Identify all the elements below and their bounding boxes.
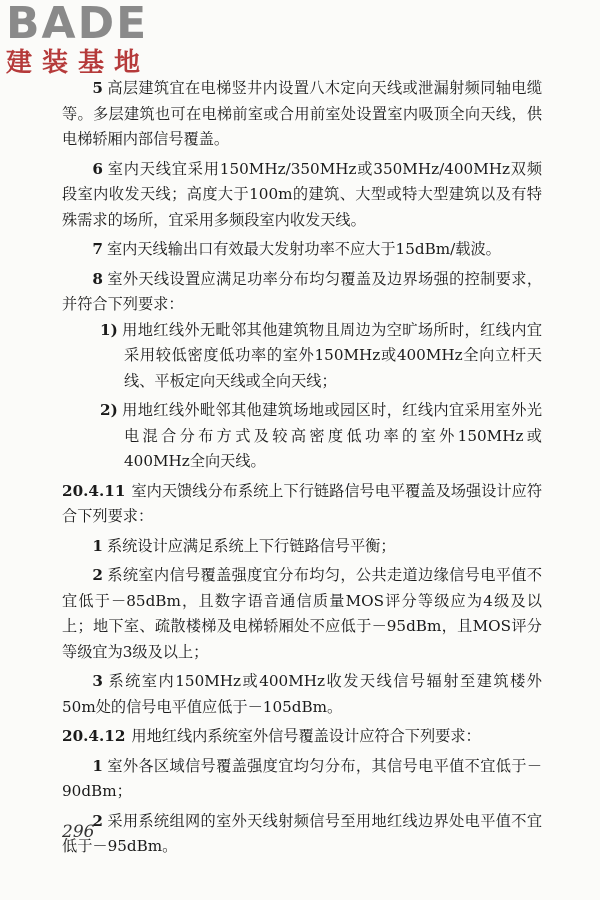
clause-number: 2 xyxy=(92,566,103,584)
section-text: 用地红线内系统室外信号覆盖设计应符合下列要求： xyxy=(131,727,481,745)
section-12-clause-1 xyxy=(62,754,542,805)
clause-7 xyxy=(62,237,542,263)
clause-number: 1 xyxy=(92,536,103,555)
section-20-4-12 xyxy=(62,724,542,750)
clause-5 xyxy=(62,76,542,153)
page-body xyxy=(62,76,542,860)
clause-text: 高层建筑宜在电梯竖井内设置八木定向天线或泄漏射频同轴电缆等。多层建筑也可在电梯前室或合用前室处设置室内吸顶全向天线，供电梯轿厢内部信号覆盖。 xyxy=(62,79,542,148)
site-logo xyxy=(6,2,196,78)
section-number: 20.4.11 xyxy=(62,481,126,500)
clause-8 xyxy=(62,267,542,318)
section-20-4-11 xyxy=(62,479,542,530)
section-12-clause-2 xyxy=(62,809,542,860)
clause-text: 室内天线输出口有效最大发射功率不应大于15dBm/载波。 xyxy=(106,240,501,258)
section-text: 室内天馈线分布系统上下行链路信号电平覆盖及场强设计应符合下列要求： xyxy=(62,481,542,525)
clause-text: 室外各区域信号覆盖强度宜均匀分布，其信号电平值不宜低于－90dBm； xyxy=(62,756,542,800)
list-item-1 xyxy=(46,318,542,395)
section-number: 20.4.12 xyxy=(62,727,126,745)
clause-text: 室外天线设置应满足功率分布均匀覆盖及边界场强的控制要求，并符合下列要求： xyxy=(62,269,542,313)
clause-number: 1 xyxy=(92,756,103,775)
item-text: 用地红线外毗邻其他建筑场地或园区时，红线内宜采用室外光电混合分布方式及较高密度低功率的室外150MHz或400MHz全向天线。 xyxy=(121,401,542,470)
section-11-clause-2 xyxy=(62,563,542,665)
list-item-2 xyxy=(46,398,542,475)
item-label: 1) xyxy=(100,320,118,339)
clause-text: 系统设计应满足系统上下行链路信号平衡； xyxy=(106,536,396,555)
logo-subtitle: 建装基地 xyxy=(6,48,151,78)
section-11-clause-3 xyxy=(62,669,542,720)
clause-number: 5 xyxy=(92,79,103,97)
page-number: 296 xyxy=(62,822,95,842)
clause-number: 3 xyxy=(92,672,103,690)
clause-text: 系统室内150MHz或400MHz收发天线信号辐射至建筑楼外50m处的信号电平值应低于－105dBm。 xyxy=(62,672,542,716)
section-11-clause-1 xyxy=(62,534,542,560)
clause-text: 系统室内信号覆盖强度宜分布均匀，公共走道边缘信号电平值不宜低于－85dBm，且数字语音通信质量MOS评分等级应为4级及以上；地下室、疏散楼梯及电梯轿厢处不应低于－95dBm，且MOS评分等级宜为3级及以上； xyxy=(62,566,542,661)
clause-text: 采用系统组网的室外天线射频信号至用地红线边界处电平值不宜低于－95dBm。 xyxy=(62,811,542,855)
clause-number: 8 xyxy=(92,269,103,288)
clause-text: 室内天线宜采用150MHz/350MHz或350MHz/400MHz双频段室内收发天线；高度大于100m的建筑、大型或特大型建筑以及有特殊需求的场所，宜采用多频段室内收发天线。 xyxy=(62,159,542,229)
item-label: 2) xyxy=(100,401,118,419)
clause-6 xyxy=(62,157,542,234)
clause-number: 2 xyxy=(92,811,103,830)
logo-wordmark: BADE xyxy=(6,0,149,49)
clause-number: 6 xyxy=(92,159,103,178)
item-text: 用地红线外无毗邻其他建筑物且周边为空旷场所时，红线内宜采用较低密度低功率的室外150MHz或400MHz全向立杆天线、平板定向天线或全向天线； xyxy=(121,320,542,390)
clause-number: 7 xyxy=(92,240,103,258)
